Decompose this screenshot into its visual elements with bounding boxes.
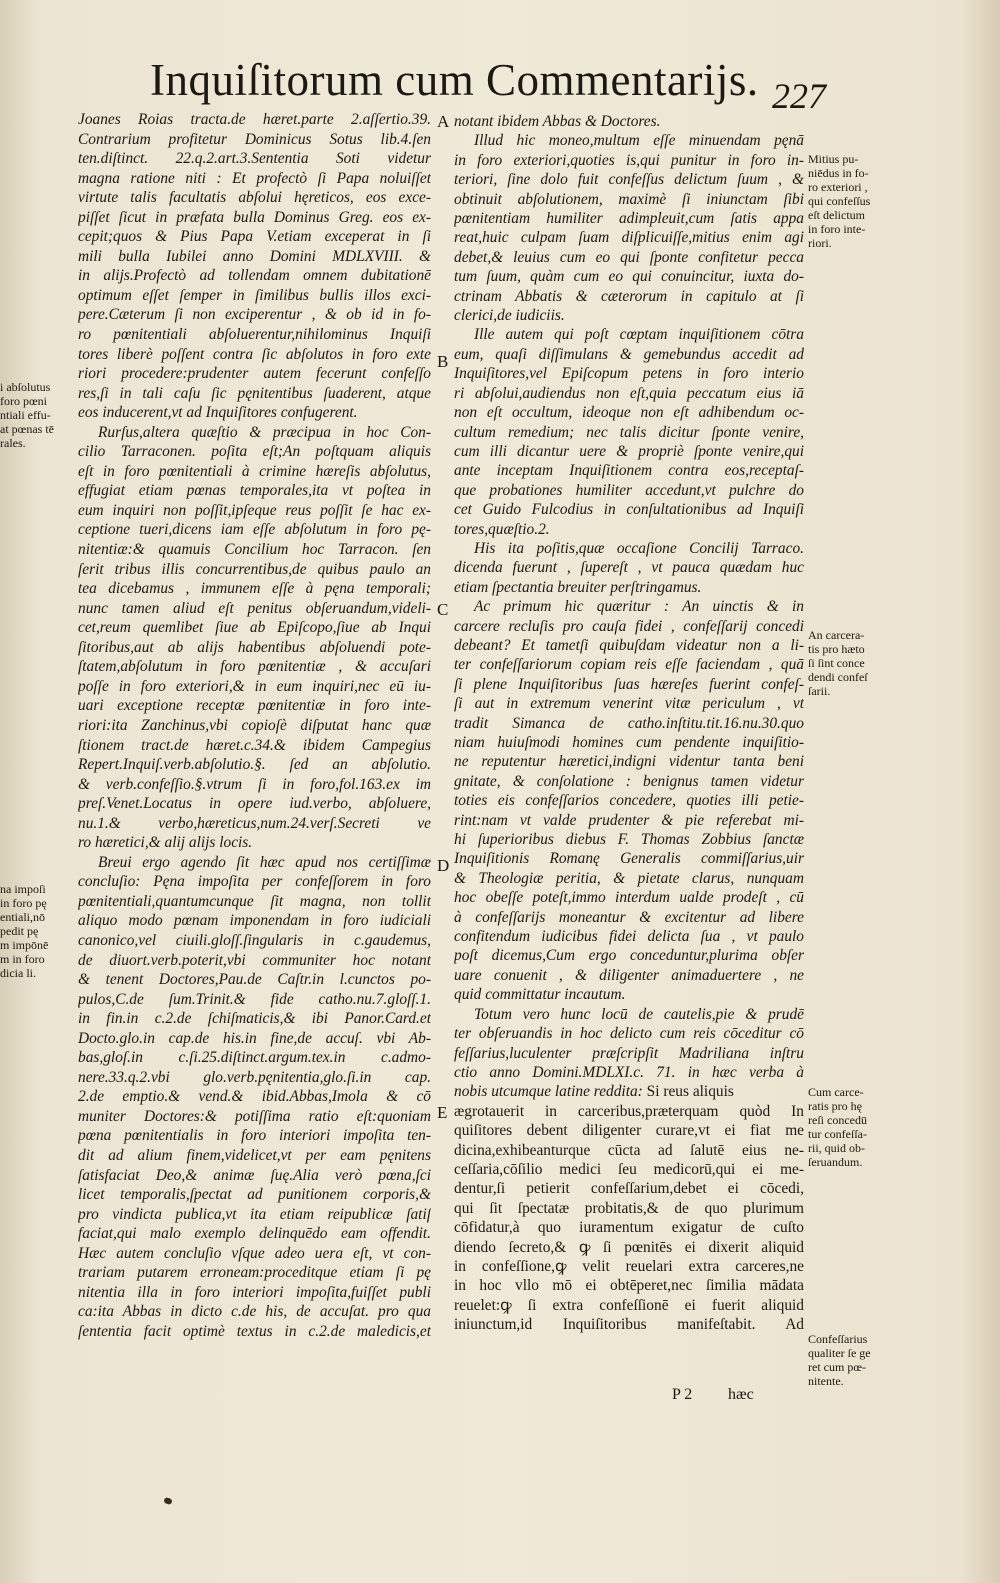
text-line: ro pœnitentiali abſoluerentur,nihilominus Inquiſi xyxy=(78,326,431,344)
text-line: Docto.glo.in cap.de his.in fine,de accuſ. vbi Ab- xyxy=(78,1029,431,1047)
text-line: cet,reum quemlibet ſiue ab Epiſcopo,ſiue ab Inqui xyxy=(78,619,431,637)
text-line: eſt in foro pœnitentiali à crimine hæreſis abſolutus, xyxy=(78,462,431,480)
text-line: nu.1.& verbo,hæreticus,num.24.verſ.Secreti ve xyxy=(78,814,431,832)
text-line: 2.de emptio.& vend.& ibid.Abbas,Imola & cō xyxy=(78,1088,431,1106)
text-line: de diuort.verb.poterit,vbi communiter hoc notant xyxy=(78,951,431,969)
text-line: Ac primum hic quæritur : An uinctis & in xyxy=(474,598,804,616)
text-line: dicenda fuerunt , ſupereſt , vt pauca quædam huc xyxy=(454,559,804,577)
text-line: à confeſſarijs moneantur & excitentur ad libere xyxy=(454,908,804,926)
margin-note-line: entiali,nō xyxy=(0,910,45,924)
text-line: effugiat etiam pœnas temporales,ita vt poſtea in xyxy=(78,482,431,500)
text-line: Si reus aliquis xyxy=(646,1083,734,1101)
text-line: muniter Doctores:& potiſſima ratio eſt:quoniam xyxy=(78,1107,431,1125)
text-line: virtute talis facultatis abſolui hęreticos, eos exce- xyxy=(78,189,431,207)
text-line: in fin.in c.2.de ſchiſmaticis,& ibi Panor.Card.et xyxy=(78,1010,431,1028)
text-line: licet temporalis,ſpectat ad punitionem corporis,& xyxy=(78,1186,431,1204)
text-line: ctrinam Abbatis & cæterorum in capitulo at ſi xyxy=(454,287,804,305)
text-line: in confeſſione,ꝙ velit reuelari extra carceres,ne xyxy=(454,1257,804,1275)
text-line: nitentiæ:& quamuis Concilium hoc Tarracon. ſen xyxy=(78,541,431,559)
section-marker-d: D xyxy=(437,856,450,875)
text-line: cōfidatur,à quo iuramentum exigatur de cuſto xyxy=(454,1219,804,1237)
text-line: ro hæretici,& alij alijs locis. xyxy=(78,834,253,852)
text-line: Contrarium profitetur Dominicus Sotus lib.4.ſen xyxy=(78,130,431,148)
margin-note-line: in foro pę xyxy=(0,896,47,910)
margin-note-line: tis pro hæto xyxy=(808,642,865,656)
text-line: uari exceptione receptæ pœnitentiæ in foro inte- xyxy=(78,697,431,715)
text-line: canonico,vel ciuili.gloſſ.ſingularis in c.gaudemus, xyxy=(78,931,431,949)
text-line: tores liberè poſſent contra ſic abſolutos in foro exte xyxy=(78,345,431,363)
text-line: poſt dicemus,Cum ergo conceduntur,plurima obſer xyxy=(454,947,804,965)
text-line: dicina,exhibeanturque cūcta ad ſalutē eius ne- xyxy=(454,1141,804,1159)
page-number: 227 xyxy=(772,76,826,116)
margin-note-line: foro pœni xyxy=(0,394,47,408)
text-line: Joanes Roias tracta.de hæret.parte 2.aſſertio.39. xyxy=(78,111,431,128)
text-line: magna ratione niti : Et profectò ſi Papa noluiſſet xyxy=(78,169,431,187)
right-column-italic-text xyxy=(454,112,804,1102)
text-line: pere.Cæterum ſi non exciperentur , & ob id in fo- xyxy=(78,306,431,324)
text-line: quiſitores debent diligenter curare,vt ei fiat me xyxy=(454,1122,804,1140)
margin-note-line: eſt delictum xyxy=(808,208,865,222)
text-line: rint:nam vt valde prudenter & pie referebat mi- xyxy=(454,811,804,829)
text-line: in foro exteriori,quoties is,qui punitur in foro in- xyxy=(454,151,804,169)
margin-note-line: at pœnas tē xyxy=(0,422,54,436)
text-line: ſi aut in extremum venerint vitæ periculum , vt xyxy=(454,695,804,713)
text-line: niam huiuſmodi homines cum pendente inquiſitio- xyxy=(454,734,804,751)
text-line: qui ſit ſpectatæ probitatis,& de quo plurimum xyxy=(454,1199,804,1217)
text-line: Totum vero hunc locū de cautelis,pie & prudē xyxy=(474,1005,804,1023)
text-line: reuelet:ꝙ ſi extra confeſſionē ei fuerit aliquid xyxy=(454,1296,804,1314)
margin-note-line: ſarii. xyxy=(808,684,831,698)
margin-note-line: niēdus in fo- xyxy=(808,166,869,180)
text-line: tum ſuum, quàm cum eo qui conuincitur, iuxta do- xyxy=(454,268,804,286)
section-marker-a: A xyxy=(437,112,450,131)
margin-note-line: ratis pro hę xyxy=(808,1099,862,1113)
text-line: ſtionem tract.de hæret.c.34.& ibidem Campegius xyxy=(78,736,431,754)
margin-note-line: na impoſi xyxy=(0,882,46,896)
text-line: debet,& leuius cum eo qui ſponte confitetur pecca xyxy=(454,248,804,266)
text-line: & Theologiæ peritia, & pietate clarus, nunquam xyxy=(454,869,804,887)
text-line: ægrotauerit in carceribus,præterquam quòd In xyxy=(454,1102,804,1120)
margin-note-line: rales. xyxy=(0,436,26,450)
text-line: ca:ita Abbas in dicto c.de his, de accuſat. pro qua xyxy=(78,1303,431,1321)
margin-note-left-penance xyxy=(0,882,74,980)
margin-note-line: qui confeſſus xyxy=(808,194,871,208)
text-line: faciat,qui malo exemplo delinquēdo eam offendit. xyxy=(78,1225,431,1243)
text-line: pœna pœnitentialis in foro interiori impoſita ten- xyxy=(78,1127,431,1145)
text-line: poſſe in foro exteriori,& in eum inquiri,nec eū iu- xyxy=(78,677,431,695)
text-line: & verb.confeſſio.§.vtrum ſi in foro,fol.163.ex im xyxy=(78,775,431,793)
text-line: concluſio: Pęna impoſita per confeſſorem in foro xyxy=(78,873,431,891)
margin-note-line: dendi confeſ xyxy=(808,670,868,684)
left-text-column xyxy=(78,110,431,1341)
text-line: ne reputentur hæretici,indigni videntur tanta beni xyxy=(454,753,804,771)
margin-note-line: ſeruandum. xyxy=(808,1155,863,1169)
text-line: piſſet ſicut in præfata bulla Dominus Greg. eos ex- xyxy=(78,208,431,226)
margin-note-line: Confeſſarius xyxy=(808,1332,868,1346)
text-line: dit ad alium finem,videlicet,vt per eam pęnitens xyxy=(78,1146,431,1164)
text-line: iniunctum,id Inquiſitoribus manifeſtabit. Ad xyxy=(454,1316,804,1334)
text-line: ter confeſſariorum copiam reis eſſe faciendam , quā xyxy=(454,656,804,674)
text-line: ſatisfaciat Deo,& animæ ſuę.Alia verò pœna,ſci xyxy=(78,1166,431,1184)
margin-note-line: reſi concedū xyxy=(808,1113,867,1127)
text-line: res,ſi in tali caſu ſic pęnitentibus ſuaderent, atque xyxy=(78,384,431,402)
text-line: nunc tamen aliud eſt penitus obſeruandum,videli- xyxy=(78,599,431,617)
text-line: ſitoribus,aut ab alijs habentibus abſoluendi pote- xyxy=(78,638,431,656)
text-line: cilio Tarraconen. poſita eſt;An poſtquam aliquis xyxy=(78,443,431,461)
text-line: mili bulla Iubilei anno Domini MDLXVIII. & xyxy=(78,247,431,265)
text-line: ſententia facit optimè textus in c.2.de maledicis,et xyxy=(78,1322,431,1340)
margin-note-line: rii, quid ob- xyxy=(808,1141,865,1155)
text-line: Inquiſitores,vel Epiſcopum petens in foro interio xyxy=(454,365,804,383)
text-line: notant ibidem Abbas & Doctores. xyxy=(454,113,661,130)
text-line: cepit;quos & Pius Papa V.etiam exceperat in ſi xyxy=(78,228,431,246)
margin-note-line: tur confeſſa- xyxy=(808,1127,867,1141)
text-line: ter obſeruandis in hoc delicto cum reis cōceditur cō xyxy=(454,1025,804,1043)
text-line: reat,huic culpam ſuam diſplicuiſſe,mitius enim agi xyxy=(454,229,804,247)
text-line: & tenent Doctores,Pau.de Caſtr.in l.cunctos po- xyxy=(78,971,431,989)
text-line: ſerit tribus illis concurrentibus,de quibus paulo an xyxy=(78,560,431,578)
text-line: ri abſolui,audiendus non eſt,quia peccatum eius iā xyxy=(454,384,804,402)
margin-note-line: riori. xyxy=(808,236,832,250)
text-line: in alijs.Profectò ad tollendam omnem dubitationē xyxy=(78,267,431,285)
margin-note-line: dicia li. xyxy=(0,966,36,980)
text-line: nitentia illa in foro interiori impoſita,fuiſſet publi xyxy=(78,1283,431,1301)
text-line: hi ſuperioribus diebus F. Thomas Zobbius ſanctæ xyxy=(454,831,804,849)
margin-note-line: Cum carce- xyxy=(808,1085,864,1099)
text-line: etiam ſpectantia breuiter perſtringamus. xyxy=(454,578,702,596)
text-line: toties eis confeſſarios concedere, quoties illi petie- xyxy=(454,792,804,810)
margin-note-line: pedit pę xyxy=(0,924,39,938)
text-line: Illud hic moneo,multum eſſe minuendam pęnā xyxy=(474,132,804,150)
margin-note-line: ntiali effu- xyxy=(0,408,51,422)
text-line: uare conuenit , & diligenter animaduertere , ne xyxy=(454,966,804,984)
text-line: carcere recluſis pro cauſa fidei , confeſſarij concedi xyxy=(454,617,804,635)
text-line: eum inquiri non poſſit,ipſeque reus poſſit ſe hac ex- xyxy=(78,501,431,519)
text-line: cultum remedium; nec talis dicitur ſponte venire, xyxy=(454,423,804,441)
text-line: Repert.Inquiſ.verb.abſolutio.§. ſed an abſolutio. xyxy=(78,756,431,774)
text-line: ceptione tueri,dicens iam eſſe abſolutum in foro pę- xyxy=(78,521,431,539)
margin-note-line: m in foro xyxy=(0,952,45,966)
section-marker-b: B xyxy=(437,352,449,371)
margin-note-line: ret cum pœ- xyxy=(808,1360,866,1374)
text-line: tradit Simanca de catho.inſtitu.tit.16.nu.30.quo xyxy=(454,714,804,732)
text-line: clerici,de iudiciis. xyxy=(454,307,565,325)
text-line: His ita poſitis,quæ occaſione Concilij Tarraco. xyxy=(474,539,804,557)
margin-note-right-mitius xyxy=(808,152,898,250)
text-line: cum illi dicantur uere & propriè ſponte venire,qui xyxy=(454,442,804,460)
margin-note-line: m impōnē xyxy=(0,938,49,952)
text-line: riori:ita Zanchinus,vbi copioſè diſputat hanc quæ xyxy=(78,716,431,734)
text-line: Ille autem qui poſt cœptam inquiſitionem cōtra xyxy=(474,326,804,344)
text-line: quid committatur incautum. xyxy=(454,986,626,1004)
text-line: dentur,ſi petierit confeſſarium,debet ei cōcedi, xyxy=(454,1180,804,1198)
text-line: obtinuit abſolutionem, maximè ſi iniunctam ſibi xyxy=(454,190,804,208)
text-line: tores,quæſtio.2. xyxy=(454,520,550,538)
text-line: Breui ergo agendo ſit hæc apud nos certiſſimæ xyxy=(98,853,431,871)
text-line: ſtatem,abſolutum in foro pœnitentiæ , & accuſari xyxy=(78,658,431,676)
text-line: feſſarius,luculenter præſcripſit Madriliana inſtru xyxy=(454,1044,804,1062)
section-marker-c: C xyxy=(437,600,449,619)
text-line: teriori, ſine dolo fuit confeſſus delictum ſuum , & xyxy=(454,171,804,189)
text-line: que probationes humiliter accedunt,vt pulchre do xyxy=(454,481,804,499)
margin-note-left-absolution xyxy=(0,380,74,450)
margin-note-line: qualiter ſe ge xyxy=(808,1346,871,1360)
section-marker-e: E xyxy=(437,1103,448,1122)
running-title: Inquiſitorum cum Commentarijs. xyxy=(150,55,759,105)
text-line: debeant? Et tametſi quibuſdam videatur non a li- xyxy=(454,636,804,654)
text-line: bas,gloſ.in c.ſi.25.diſtinct.argum.tex.in c.admo- xyxy=(78,1049,431,1067)
text-line: eos inducerent,vt ad Inquiſitores confugerent. xyxy=(78,404,358,422)
text-line: pœnitentiali,quantumcunque ſit magna, non tollit xyxy=(78,892,431,910)
margin-note-line: nitente. xyxy=(808,1374,844,1388)
text-line: Hæc autem concluſio vſque adeo uera eſt, vt con- xyxy=(78,1244,431,1262)
margin-note-right-confessarius xyxy=(808,1332,898,1388)
margin-note-line: ro exteriori , xyxy=(808,180,868,194)
text-line: Rurſus,altera quæſtio & præcipua in hoc Con- xyxy=(98,423,431,441)
text-line: riori procedere:prudenter autem fecerunt confeſſo xyxy=(78,365,431,383)
margin-note-line: An carcera- xyxy=(808,628,865,642)
text-line: nobis utcumque latine reddita: xyxy=(454,1083,643,1101)
text-line: pro vindicta publica,vt ita etiam reipublicæ ſatiſ xyxy=(78,1205,431,1223)
text-line: gnitate, & conſolatione : benignus tamen videtur xyxy=(454,772,804,790)
text-line: pœnitentiam humiliter adimpleuit,cum ſatis appa xyxy=(454,210,804,228)
text-line: Inquiſitionis Romanę Generalis commiſſarius,uir xyxy=(454,850,804,868)
text-line: ſi plene Inquiſitoribus ſuas hæreſes fuerint confeſ- xyxy=(454,675,804,693)
text-line: pulos,C.de ſum.Trinit.& fide catho.nu.7.gloſſ.1. xyxy=(78,990,431,1008)
margin-note-line: ſi ſint conce xyxy=(808,656,865,670)
text-line: eum, quaſi diſſimulans & gemebundus accedit ad xyxy=(454,345,804,363)
signature-mark: P 2 xyxy=(672,1386,693,1403)
margin-note-right-carceratis xyxy=(808,628,898,698)
text-line: preſ.Venet.Locatus in opere iud.verbo, abſoluere, xyxy=(78,795,431,813)
text-line: cet Guido Fulcodius in conſultationibus ad Inquiſi xyxy=(454,501,804,519)
text-line: ante inceptam Inquiſitionem contra eos,receptaſ- xyxy=(454,462,804,480)
text-line: optimum eſſet ſemper in ſimilibus bullis illos exci- xyxy=(78,286,431,304)
text-line: non eſt occultum, ideoque non eſt adhibendum oc- xyxy=(454,404,804,422)
text-line: diendo ſecreto,& ꝙ ſi pœnitēs ei dixerit aliquid xyxy=(454,1238,804,1256)
text-line: ceſſaria,cōſilio medici ſeu medicorū,qui ei me- xyxy=(454,1160,804,1178)
text-line: hoc obeſſe poteſt,immo interdum ualde prodeſt , cū xyxy=(454,889,804,907)
text-line: ctio anno Domini.MDLXI.c. 71. in hæc verba à xyxy=(454,1063,804,1081)
margin-note-line: Mitius pu- xyxy=(808,152,859,166)
text-line: trariam putarem erroneam:proceditque etiam ſi pę xyxy=(78,1264,431,1282)
text-line: confitendum iudicibus fidei delicta ſua , vt paulo xyxy=(454,928,804,946)
text-line: tea dicebamus , immunem eſſe à pęna temporali; xyxy=(78,580,431,598)
ink-smudge xyxy=(163,1497,173,1505)
margin-note-line: i abſolutus xyxy=(0,380,51,394)
text-line: ten.diſtinct. 22.q.2.art.3.Sententia Soti videtur xyxy=(78,150,431,168)
text-line: nere.33.q.2.vbi glo.verb.pęnitentia,glo.ſi.in cap. xyxy=(78,1068,431,1086)
margin-note-right-cum-carceratis xyxy=(808,1085,898,1169)
text-line: aliquo modo pœnam imponendam in foro iudiciali xyxy=(78,912,431,930)
catchword: hæc xyxy=(728,1386,754,1403)
margin-note-line: in foro inte- xyxy=(808,222,866,236)
text-line: in hoc vllo mō ei obtēperet,nec ſimilia mādata xyxy=(454,1277,804,1295)
right-text-column xyxy=(454,112,804,1335)
right-column-roman-quotation xyxy=(454,1102,804,1335)
